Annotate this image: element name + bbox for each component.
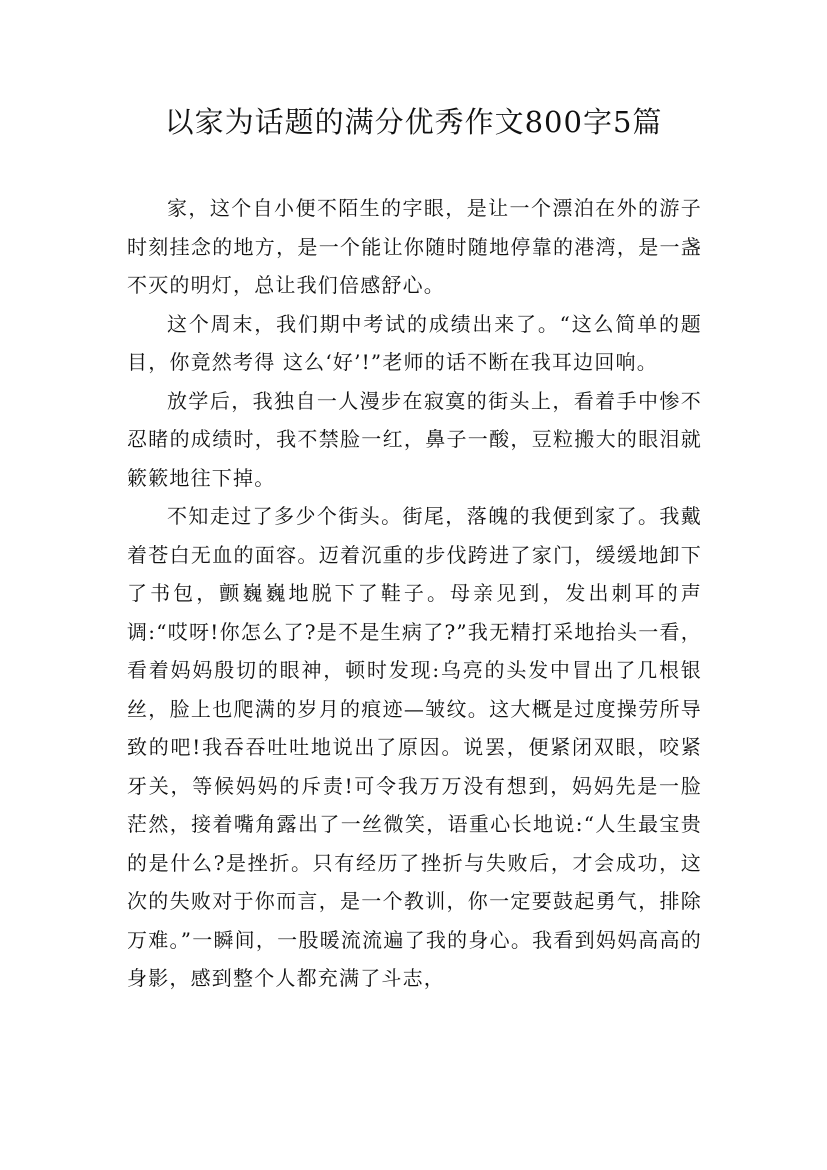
paragraph-1: 家，这个自小便不陌生的字眼，是让一个漂泊在外的游子时刻挂念的地方，是一个能让你随时随地停靠的港湾，是一盏不灭的明灯，总让我们倍感舒心。 (127, 196, 702, 297)
paragraph-4: 不知走过了多少个街头。街尾，落魄的我便到家了。我戴着苍白无血的面容。迈着沉重的步伐跨进了家门，缓缓地卸下了书包，颤巍巍地脱下了鞋子。母亲见到，发出刺耳的声调:“哎呀!你怎么了?是不是生病了?”我无精打采地抬头一看，看着妈妈殷切的眼神，顿时发现:乌亮的头发中冒出了几根银丝，脸上也爬满的岁月的痕迹—皱纹。这大概是过度操劳所导致的吧!我吞吞吐吐地说出了原因。说罢，便紧闭双眼，咬紧牙关，等候妈妈的斥责!可令我万万没有想到，妈妈先是一脸茫然，接着嘴角露出了一丝微笑，语重心长地说:“人生最宝贵的是什么?是挫折。只有经历了挫折与失败后，才会成功，这次的失败对于你而言，是一个教训，你一定要鼓起勇气，排除万难。”一瞬间，一股暖流流遍了我的身心。我看到妈妈高高的身影，感到整个人都充满了斗志， (127, 504, 702, 990)
document-body (127, 189, 702, 998)
document-title: 以家为话题的满分优秀作文800字5篇 (164, 105, 663, 139)
paragraph-3: 放学后，我独自一人漫步在寂寞的街头上，看着手中惨不忍睹的成绩时，我不禁脸一红，鼻子一酸，豆粒搬大的眼泪就簌簌地往下掉。 (127, 388, 702, 490)
paragraph-2: 这个周末，我们期中考试的成绩出来了。“这么简单的题目，你竟然考得 这么‘好’!”老师的话不断在我耳边回响。 (127, 311, 702, 374)
